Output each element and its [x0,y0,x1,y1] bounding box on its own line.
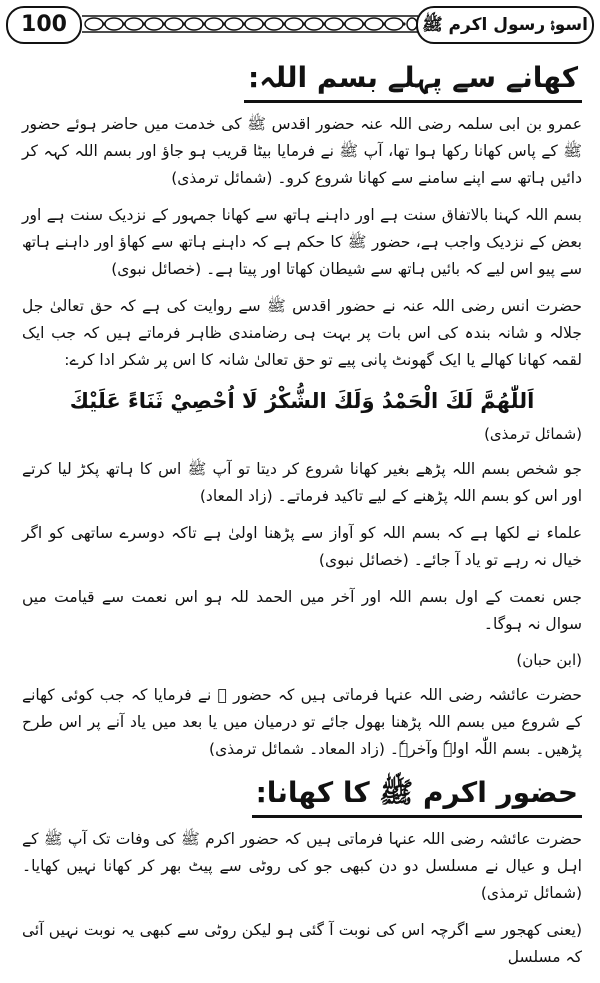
paragraph-text: حضرت انس رضی اللہ عنہ نے حضور اقدس ﷺ سے روایت کی ہے کہ حق تعالیٰ جل جلالہ و شانہ بندہ کی اس بات پر بہت ہی رضامندی ظاہر فرماتے ہیں کہ جب ایک لقمہ کھانا کھالے یا ایک گھونٹ پانی پیے تو حق تعالیٰ شانہ کا اس پر شکر ادا کرے: [22,297,582,369]
source-citation: (شمائل ترمذی) [480,884,582,902]
source-citation: (ابن حبان) [516,651,582,669]
paragraph-text: جو شخص بسم اللہ پڑھے بغیر کھانا شروع کر دیتا تو آپ ﷺ اس کا ہاتھ پکڑ لیا کرتے اور اس کو بسم اللہ پڑھنے کے لیے تاکید فرماتے۔ [22,460,582,505]
source-citation: (زاد المعاد۔ شمائل ترمذی) [209,740,385,758]
page-header [6,4,594,44]
paragraph [22,917,582,971]
paragraph-text: جس نعمت کے اول بسم اللہ اور آخر میں الحمد للہ ہو اس نعمت سے قیامت میں سوال نہ ہوگا۔ [22,588,582,633]
decorative-border-ornament [82,12,418,36]
section-heading-text: کھانے سے پہلے بسم اللہ: [244,58,582,103]
page-body [22,58,582,981]
paragraph-text: بسم اللہ کہنا بالاتفاق سنت ہے اور داہنے ہاتھ سے کھانا جمہور کے نزدیک سنت ہے اور بعض کے نزدیک واجب ہے، حضور ﷺ کا حکم ہے کہ داہنے ہاتھ سے کھاؤ اور داہنے ہاتھ سے پیو اس لیے کہ بائیں ہاتھ سے شیطان کھاتا اور پیتا ہے۔ [22,206,582,278]
source-citation: (زاد المعاد) [199,487,273,505]
paragraph [22,202,582,283]
paragraph [22,584,582,638]
page-number: 100 [6,6,82,44]
paragraph-text: علماء نے لکھا ہے کہ بسم اللہ کو آواز سے پڑھنا اولیٰ ہے تاکہ دوسرے ساتھی کو اگر خیال نہ رہے تو یاد آ جائے۔ [22,524,582,569]
section-heading-prophet-food [22,773,582,818]
paragraph [22,293,582,374]
paragraph [22,520,582,574]
paragraph-text: (یعنی کھجور سے اگرچہ اس کی نوبت آ گئی ہو لیکن روٹی سے کبھی یہ نوبت نہیں آئی کہ مسلسل [22,921,582,966]
source-citation: (شمائل ترمذی) [484,425,582,443]
running-book-title: اسوۂ رسول اکرم ﷺ [416,6,594,44]
paragraph [22,826,582,907]
section-heading-text: حضور اکرم ﷺ کا کھانا: [252,773,582,818]
paragraph-text: حضرت عائشہ رضی اللہ عنہا فرماتی ہیں کہ حضور اکرم ﷺ کی وفات تک آپ ﷺ کے اہل و عیال نے مسلسل دو دن کبھی جو کی روٹی سے پیٹ بھر کر کھانا نہیں کھایا۔ [22,830,582,875]
paragraph [22,682,582,763]
section-heading-bismillah-before-eating [22,58,582,103]
arabic-dua: اَللّٰهُمَّ لَكَ الْحَمْدُ وَلَكَ الشُّكْرُ لَا اُحْصِيْ ثَنَاءً عَلَيْكَ [69,389,535,413]
source-citation: (خصائل نبوی) [318,551,409,569]
paragraph [22,456,582,510]
paragraph-text: عمرو بن ابی سلمہ رضی اللہ عنہ حضور اقدس ﷺ کی خدمت میں حاضر ہوئے حضور ﷺ کے پاس کھانا رکھا ہوا تھا، آپ ﷺ نے فرمایا بیٹا قریب ہو جاؤ اور بسم اللہ کہہ کر دائیں ہاتھ سے اپنے سامنے سے کھانا شروع کرو۔ [22,115,582,187]
paragraph-text: حضرت عائشہ رضی اللہ عنہا فرماتی ہیں کہ حضور ﷺ نے فرمایا کہ جب کوئی کھانے کے شروع میں بسم اللہ پڑھنا بھول جائے تو درمیان میں یا بعد میں یاد آنے پر اس طرح پڑھیں۔ بسم اللّٰہ اولہٗ وآخرہٗ۔ [22,686,582,758]
source-citation: (شمائل ترمذی) [171,169,273,187]
paragraph [22,111,582,192]
source-citation: (خصائل نبوی) [111,260,202,278]
